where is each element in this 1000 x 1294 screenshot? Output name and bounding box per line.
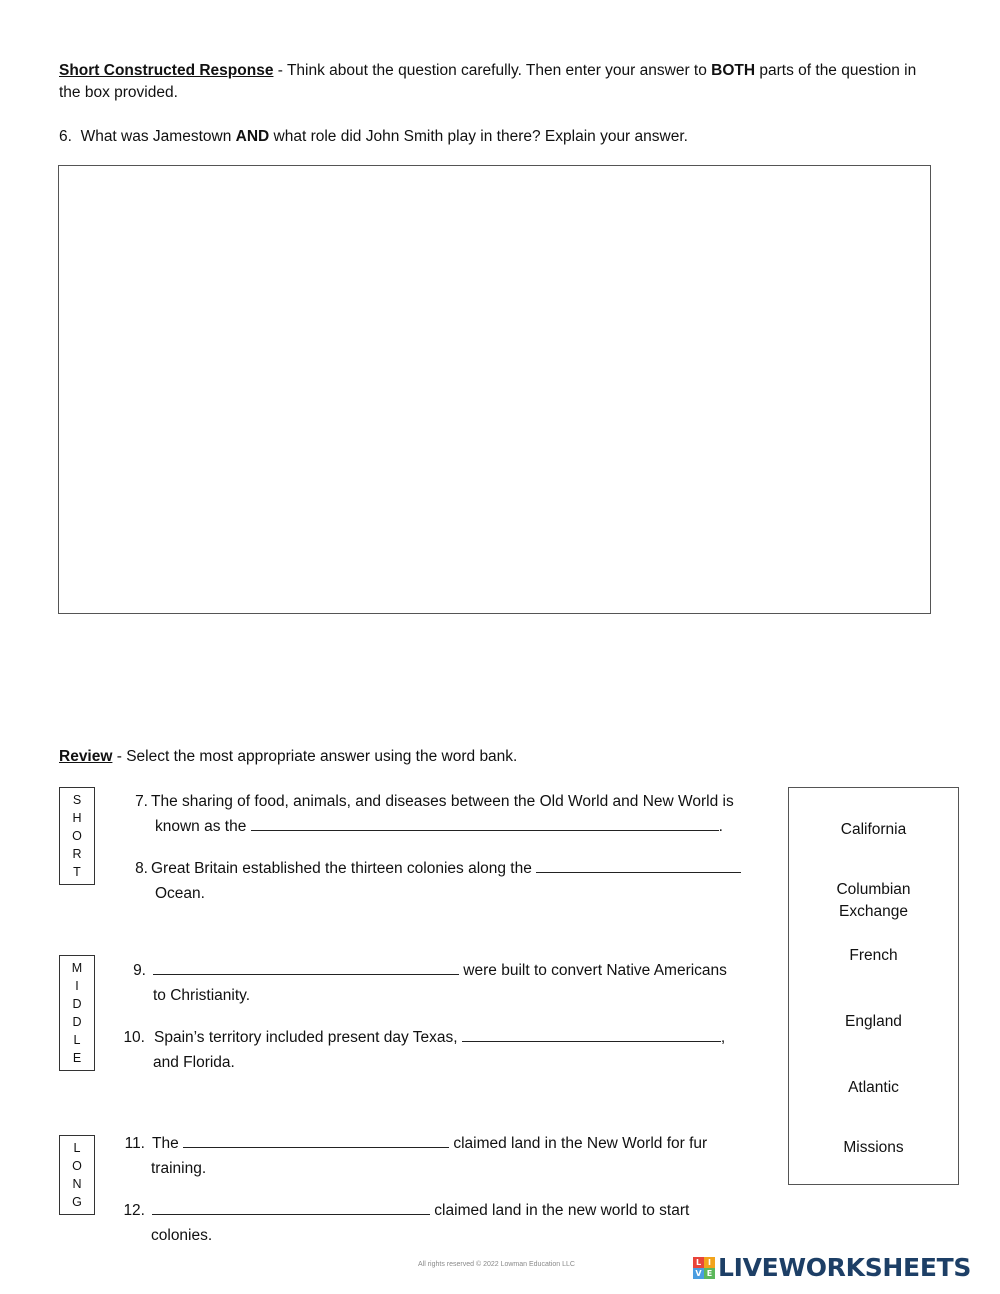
answer-blank-q9[interactable]: [153, 960, 459, 975]
answer-blank-q12[interactable]: [152, 1200, 430, 1215]
level-label-short: S H O R T: [59, 787, 95, 885]
word-bank-item: Columbian: [836, 881, 911, 898]
answer-blank-q10[interactable]: [462, 1027, 721, 1042]
question-6: 6. What was Jamestown AND what role did John Smith play in there? Explain your answer.: [59, 128, 688, 145]
copyright-footer: All rights reserved © 2022 Lowman Education LLC: [418, 1261, 575, 1268]
word-bank-item: Exchange: [839, 903, 908, 920]
liveworksheets-logo[interactable]: L I V E LIVEWORKSHEETS: [693, 1255, 971, 1281]
level-label-long: L O N G: [59, 1135, 95, 1215]
answer-blank-q8[interactable]: [536, 858, 741, 873]
word-bank-item: Atlantic: [848, 1079, 899, 1096]
word-bank-item: Missions: [843, 1139, 904, 1156]
answer-blank-q11[interactable]: [183, 1133, 449, 1148]
section-heading-review: Review: [59, 748, 113, 765]
liveworksheets-logo-icon: L I V E: [693, 1257, 715, 1279]
word-bank: [788, 787, 959, 1185]
level-label-middle: M I D D L E: [59, 955, 95, 1071]
answer-blank-q7[interactable]: [251, 816, 719, 831]
answer-textbox-q6[interactable]: [58, 165, 931, 614]
section-heading-short-response: Short Constructed Response: [59, 62, 274, 79]
instructions: Short Constructed Response - Think about the question carefully. Then enter your answer to BOTH parts of the question in the box provided.: [59, 62, 917, 101]
word-bank-item: French: [849, 947, 898, 964]
review-instructions: Review - Select the most appropriate answer using the word bank.: [59, 748, 518, 765]
word-bank-item: California: [840, 821, 907, 838]
word-bank-item: England: [845, 1013, 902, 1030]
